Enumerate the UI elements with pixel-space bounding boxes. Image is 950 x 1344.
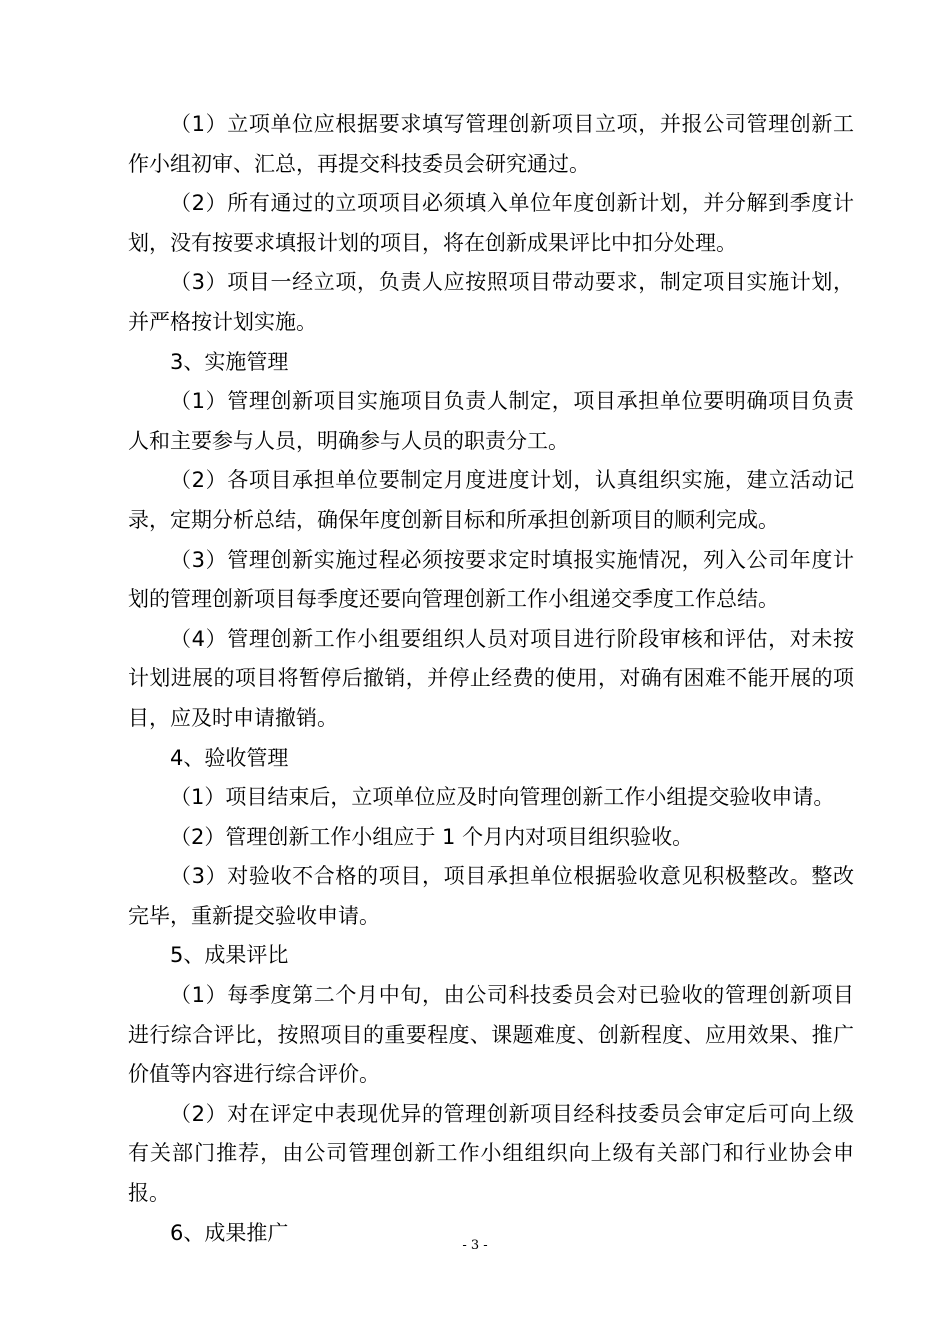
- paragraph-1-2: （2）所有通过的立项项目必须填入单位年度创新计划，并分解到季度计划，没有按要求填报计划的项目，将在创新成果评比中扣分处理。: [128, 191, 854, 255]
- section-heading-5: 5、成果评比: [170, 943, 289, 968]
- paragraph-3-1: （1）管理创新项目实施项目负责人制定，项目承担单位要明确项目负责人和主要参与人员，明确参与人员的职责分工。: [128, 389, 854, 453]
- paragraph-4-3: （3）对验收不合格的项目，项目承担单位根据验收意见积极整改。整改完毕，重新提交验收申请。: [128, 864, 854, 928]
- page-number: - 3 -: [462, 1238, 488, 1253]
- paragraph-4-2: （2）管理创新工作小组应于 1 个月内对项目组织验收。: [170, 824, 694, 849]
- paragraph-3-2: （2）各项目承担单位要制定月度进度计划，认真组织实施，建立活动记录，定期分析总结，确保年度创新目标和所承担创新项目的顺利完成。: [128, 468, 854, 532]
- paragraph-3-4: （4）管理创新工作小组要组织人员对项目进行阶段审核和评估，对未按计划进展的项目将暂停后撤销，并停止经费的使用，对确有困难不能开展的项目，应及时申请撤销。: [128, 626, 854, 730]
- section-heading-4: 4、验收管理: [170, 745, 289, 770]
- section-heading-6: 6、成果推广: [170, 1220, 289, 1245]
- paragraph-4-1: （1）项目结束后，立项单位应及时向管理创新工作小组提交验收申请。: [170, 785, 835, 810]
- paragraph-3-3: （3）管理创新实施过程必须按要求定时填报实施情况，列入公司年度计划的管理创新项目每季度还要向管理创新工作小组递交季度工作总结。: [128, 547, 854, 612]
- paragraph-1-3: （3）项目一经立项，负责人应按照项目带动要求，制定项目实施计划，并严格按计划实施。: [128, 270, 854, 334]
- document-body: [128, 105, 854, 1253]
- paragraph-1-1: （1）立项单位应根据要求填写管理创新项目立项，并报公司管理创新工作小组初审、汇总，再提交科技委员会研究通过。: [128, 112, 854, 176]
- paragraph-5-1: （1）每季度第二个月中旬，由公司科技委员会对已验收的管理创新项目进行综合评比，按照项目的重要程度、课题难度、创新程度、应用效果、推广价值等内容进行综合评价。: [128, 983, 854, 1087]
- paragraph-5-2: （2）对在评定中表现优异的管理创新项目经科技委员会审定后可向上级有关部门推荐，由公司管理创新工作小组组织向上级有关部门和行业协会申报。: [128, 1101, 854, 1206]
- section-heading-3: 3、实施管理: [170, 349, 289, 374]
